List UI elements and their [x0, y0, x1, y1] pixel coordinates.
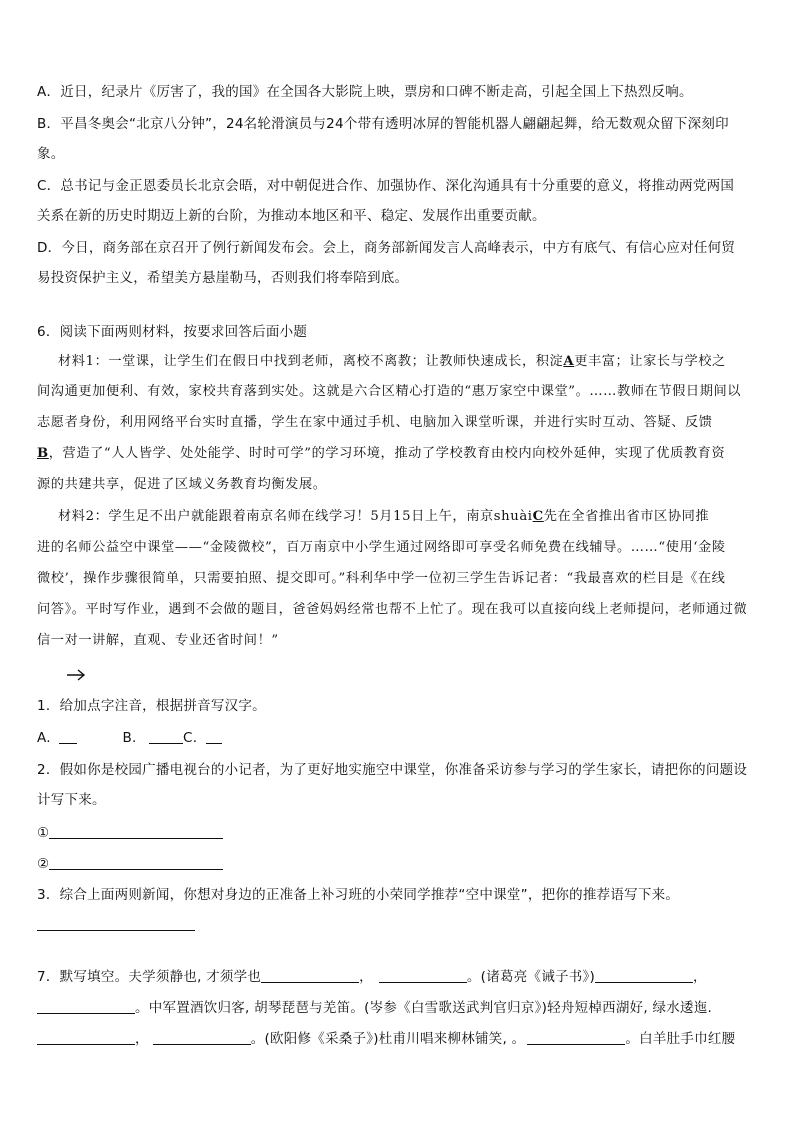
sub-question-2-line2: 计写下来。: [37, 792, 106, 808]
q7-text: 。中军置酒饮归客, 胡琴琵琶与羌笛。(岑参《白雪歌送武判官归京》)轻舟短棹西湖好, 绿水逶迤.: [135, 1000, 712, 1016]
blank-b: B: [37, 446, 49, 461]
material1-line5: 源的共建共享，促进了区域义务教育均衡发展。: [37, 477, 327, 492]
answer-b-label: B.: [122, 730, 137, 746]
q7-blank-2[interactable]: [379, 968, 467, 983]
answer-b-blank[interactable]: [149, 729, 183, 744]
option-b-line1: B．平昌冬奥会“北京八分钟”，24名轮滑演员与24个带有透明冰屏的智能机器人翩翩起舞，给无数观众留下深刻印: [37, 116, 729, 132]
q7-text: 。(诸葛亮《诫子书》): [466, 969, 595, 985]
option-d-line2: 易投资保护主义，希望美方悬崖勒马，否则我们将奉陪到底。: [37, 270, 409, 286]
material2-line2: 进的名师公益空中课堂——“金陵微校”，百万南京中小学生通过网络即可享受名师免费在线辅导。……“使用‘金陵: [37, 540, 726, 555]
answer-c-blank[interactable]: [206, 729, 222, 744]
circle-number-2: ②: [37, 856, 50, 872]
answer-a-blank[interactable]: [59, 729, 77, 744]
q7-blank-5[interactable]: [37, 1030, 135, 1045]
material2-line5: 信一对一讲解，直观、专业还省时间！”: [37, 633, 279, 648]
material2-text: 材料2：学生足不出户就能跟着南京名师在线学习！5月15日上午，南京shuài: [58, 509, 533, 524]
material2-line1: [58, 507, 764, 527]
option-c-line2: 关系在新的历史时期迈上新的台阶，为推动本地区和平、稳定、发展作出重要贡献。: [37, 208, 546, 224]
material1-line2: 间沟通更加便利、有效，家校共育落到实处。这就是六合区精心打造的“惠万家空中课堂”。……教师在节假日期间以: [37, 384, 742, 399]
material2-line3: 微校’，操作步骤很简单，只需要拍照、提交即可。”科利华中学一位初三学生告诉记者：“我最喜欢的栏目是《在线: [37, 571, 726, 586]
arrow-right-icon: [66, 668, 86, 682]
q7-line3: [37, 1029, 764, 1049]
answer-blank-3[interactable]: [37, 916, 195, 931]
circle-number-1: ①: [37, 825, 50, 841]
option-b-line2: 象。: [37, 146, 65, 162]
q7-text: ，: [359, 969, 373, 985]
sub-question-2-line1: 2．假如你是校园广播电视台的小记者，为了更好地实施空中课堂，你准备采访参与学习的学生家长，请把你的问题设: [37, 762, 748, 778]
answer-blank-2[interactable]: [49, 855, 223, 870]
q7-line2: [37, 998, 764, 1018]
answer-c-label: C.: [183, 730, 198, 746]
material1-text: ，营造了“人人皆学、处处能学、时时可学”的学习环境，推动了学校教育由校内向校外延伸，实现了优质教育资: [48, 446, 726, 461]
q7-blank-3[interactable]: [595, 968, 693, 983]
material1-text: 材料1：一堂课，让学生们在假日中找到老师，离校不离教；让教师快速成长，积淀: [58, 354, 564, 369]
material2-text: 先在全省推出省市区协同推: [543, 509, 710, 524]
sub-question-1: 1．给加点字注音，根据拼音写汉字。: [37, 698, 266, 714]
q7-line1: [37, 967, 764, 987]
option-c-line1: C．总书记与金正恩委员长北京会晤，对中朝促进合作、加强协作、深化沟通具有十分重要的意义，将推动两党两国: [37, 178, 735, 194]
answer-line-2: [37, 854, 764, 874]
q7-blank-7[interactable]: [527, 1030, 625, 1045]
q7-text: 7．默写填空。夫学须静也, 才须学也: [37, 969, 262, 985]
answer-line-3: [37, 915, 764, 935]
answer-a-label: A.: [37, 730, 51, 746]
sub-question-1-answers: [37, 728, 764, 748]
q6-heading: 6．阅读下面两则材料，按要求回答后面小题: [37, 324, 308, 340]
answer-blank-1[interactable]: [49, 824, 223, 839]
q7-blank-4[interactable]: [37, 999, 135, 1014]
q7-text: 。(欧阳修《采桑子》)杜甫川唱来柳林铺笑, 。: [250, 1031, 526, 1047]
material2-line4: 问答》。平时写作业，遇到不会做的题目，爸爸妈妈经常也帮不上忙了。现在我可以直接向线上老师提问，老师通过微: [37, 602, 748, 617]
option-a: A．近日，纪录片《厉害了，我的国》在全国各大影院上映，票房和口碑不断走高，引起全国上下热烈反响。: [37, 84, 693, 100]
q7-blank-1[interactable]: [261, 968, 359, 983]
blank-a: A: [563, 354, 575, 369]
material1-text: 更丰富；让家长与学校之: [574, 354, 726, 369]
option-d-line1: D．今日，商务部在京召开了例行新闻发布会。会上，商务部新闻发言人高峰表示，中方有底气、有信心应对任何贸: [37, 240, 736, 256]
q7-text: ，: [135, 1031, 149, 1047]
material1-line4: [37, 444, 764, 464]
blank-c: C: [532, 509, 544, 524]
material1-line3: 志愿者身份，利用网络平台实时直播，学生在家中通过手机、电脑加入课堂听课，并进行实时互动、答疑、反馈: [37, 415, 713, 430]
sub-question-3: 3．综合上面两则新闻，你想对身边的正准备上补习班的小荣同学推荐“空中课堂”，把你的推荐语写下来。: [37, 887, 680, 903]
q7-text: 。白羊肚手巾红腰: [625, 1031, 736, 1047]
q7-blank-6[interactable]: [153, 1030, 251, 1045]
material1-line1: [58, 352, 764, 372]
q7-text: ，: [692, 969, 707, 985]
answer-line-1: [37, 823, 764, 843]
